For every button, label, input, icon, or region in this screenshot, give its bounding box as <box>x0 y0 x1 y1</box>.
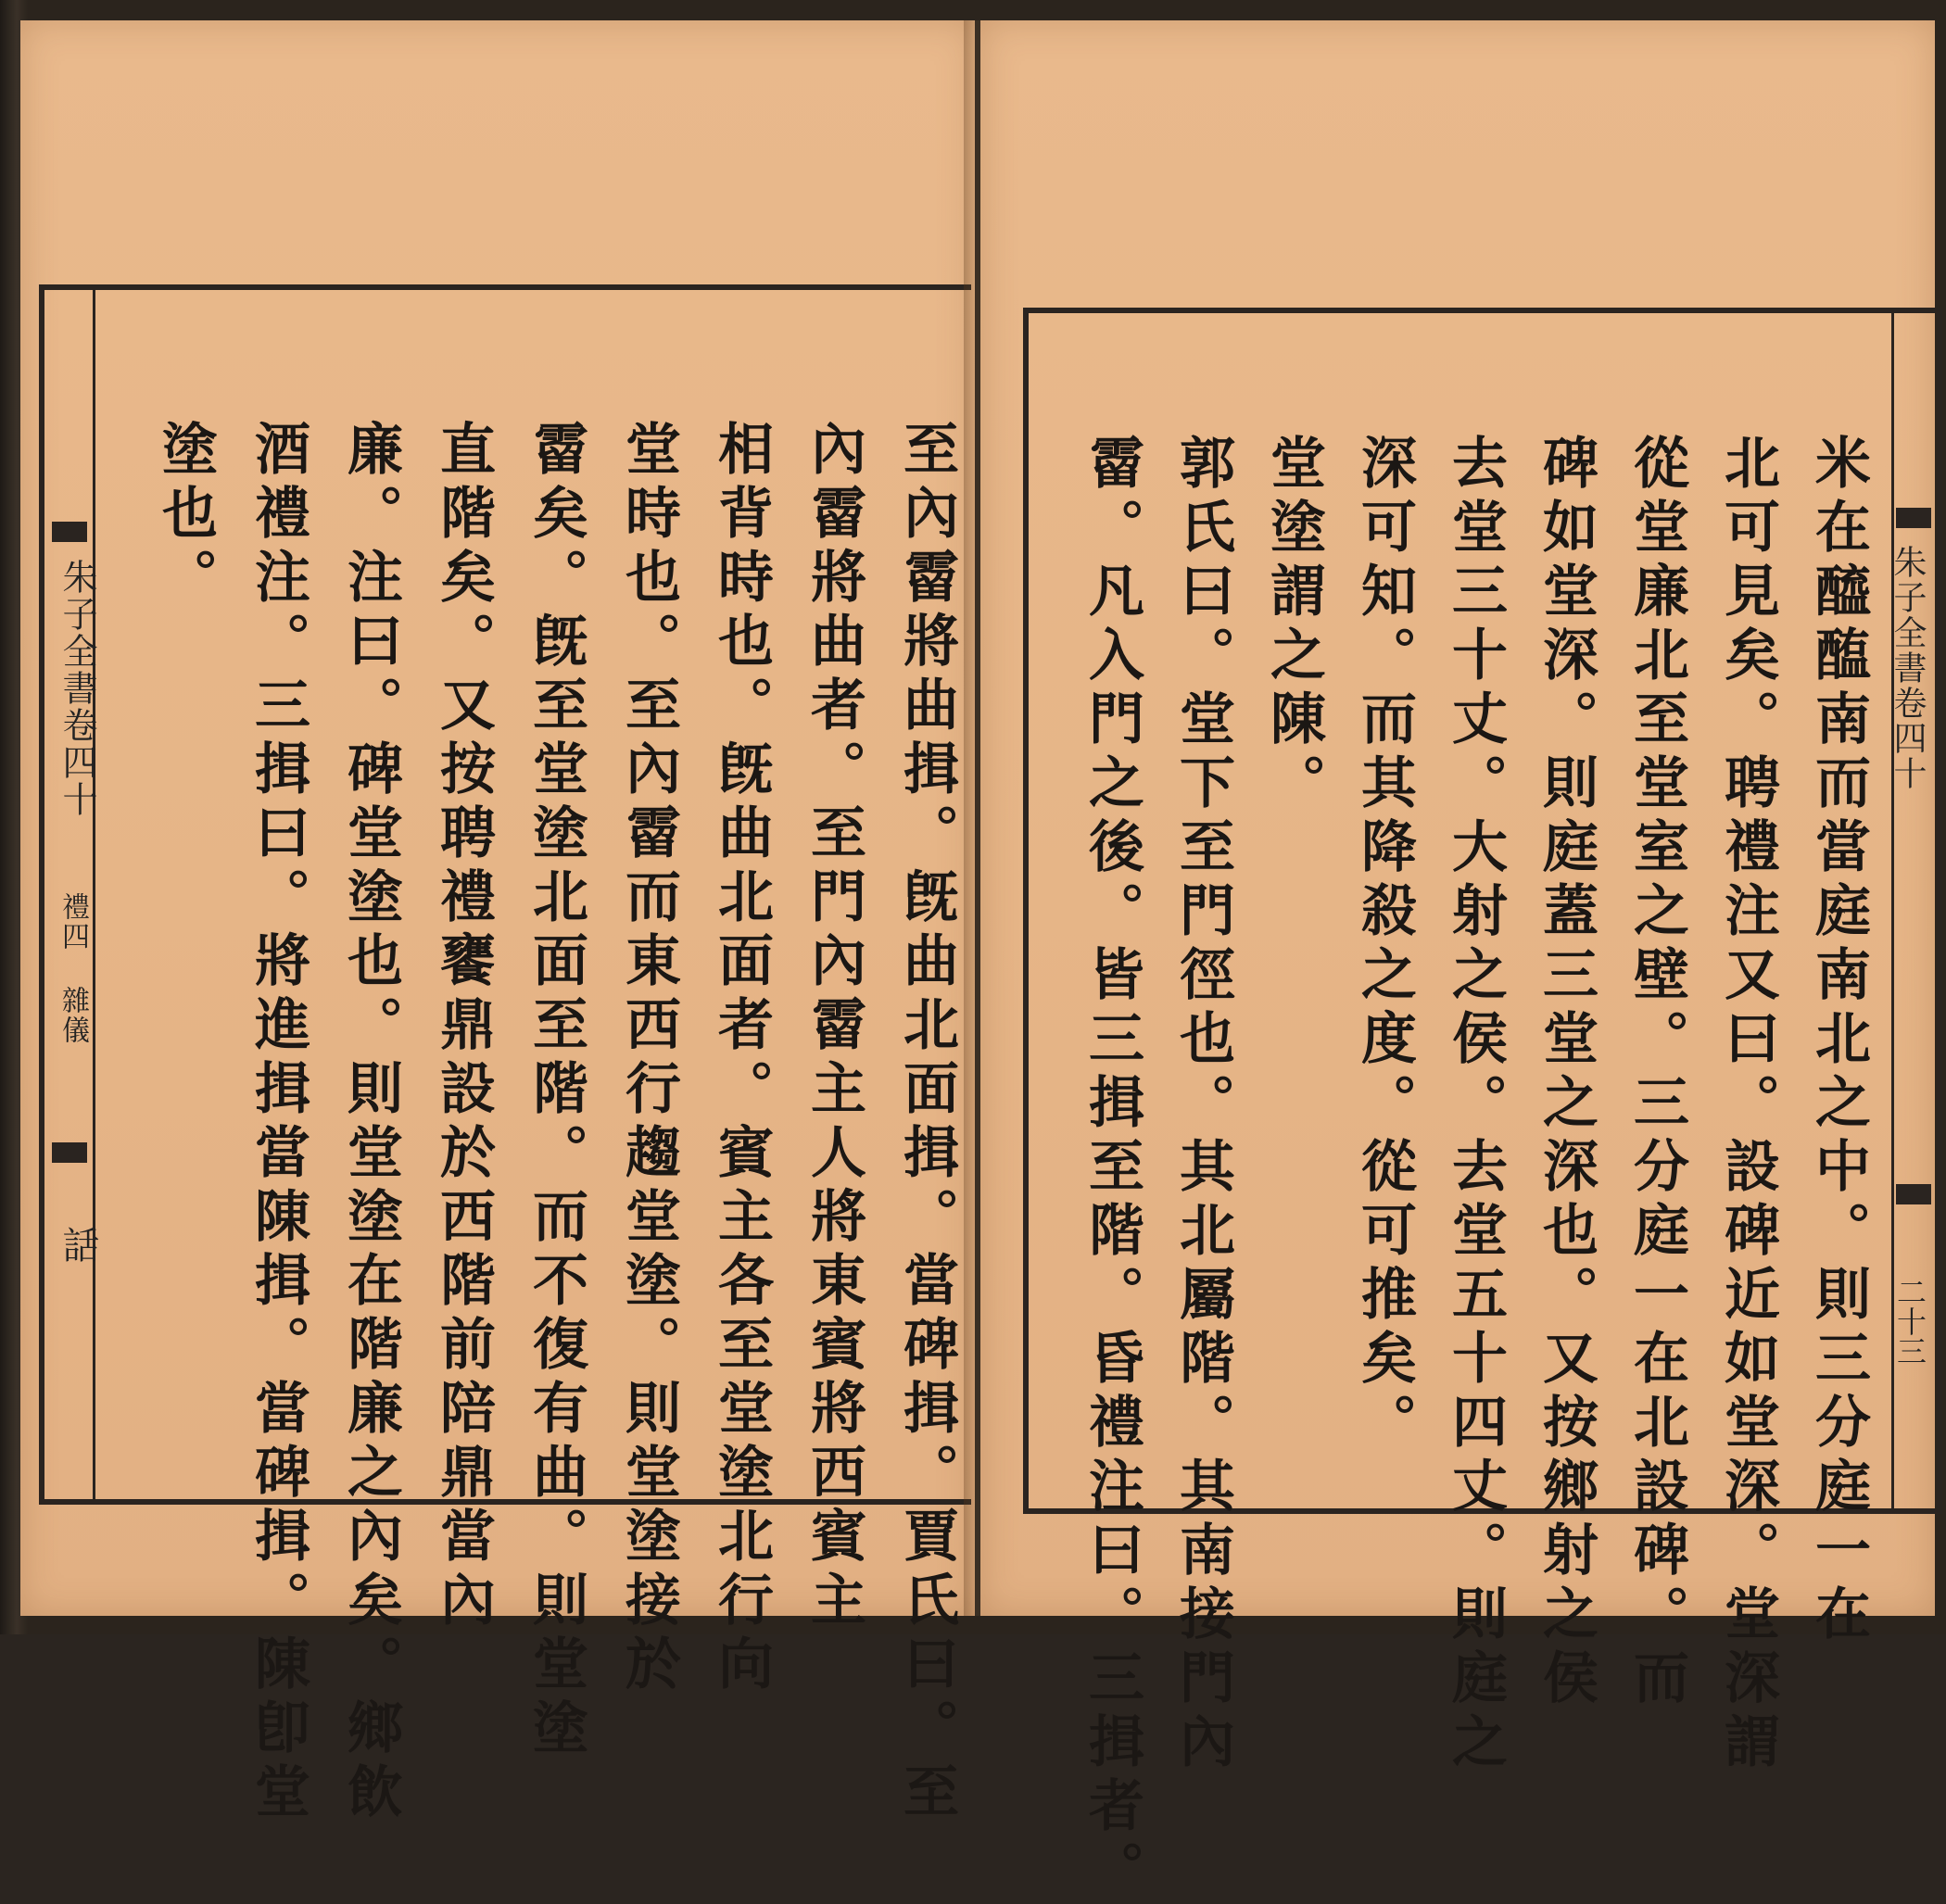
text-column: 碑如堂深。則庭蓋三堂之深也。又按鄉射之侯 <box>1534 434 1598 1712</box>
text-column: 北可見矣。聘禮注又曰。設碑近如堂深。堂深謂 <box>1715 434 1780 1776</box>
text-column: 堂塗謂之陳。 <box>1261 434 1326 817</box>
left-page-frame <box>39 284 971 1826</box>
text-column: 酒禮注。三揖曰。將進揖當陳揖。當碑揖。陳卽堂 <box>246 420 310 1826</box>
text-column: 至內霤將曲揖。旣曲北面揖。當碑揖。賈氏曰。至 <box>894 420 959 1826</box>
fishtail-upper <box>1896 508 1931 528</box>
text-column: 米在醯醢南而當庭南北之中。則三分庭一在 <box>1806 434 1871 1648</box>
text-column: 內霤將曲者。至門內霤主人將東賓將西賓主 <box>802 420 866 1634</box>
frame-inner-line <box>93 290 95 1499</box>
margin-folio: 話 <box>57 1226 99 1263</box>
fishtail-upper <box>52 522 87 542</box>
left-text-block <box>100 420 962 1826</box>
text-column: 霤。凡入門之後。皆三揖至階。昏禮注曰。三揖者。 <box>1080 434 1144 1904</box>
right-page <box>980 20 1935 1904</box>
text-column: 塗也。 <box>153 420 218 612</box>
text-column: 堂時也。至內霤而東西行趨堂塗。則堂塗接於 <box>616 420 681 1698</box>
left-page <box>20 20 975 1826</box>
margin-section: 禮四 雜儀 <box>57 892 89 1045</box>
text-column: 相背時也。旣曲北面者。賓主各至堂塗北行向 <box>709 420 774 1698</box>
text-column: 深可知。而其降殺之度。從可推矣。 <box>1352 434 1417 1456</box>
text-column: 郭氏曰。堂下至門徑也。其北屬階。其南接門內 <box>1170 434 1235 1776</box>
margin-book-title: 朱子全書卷四十 <box>1889 545 1927 791</box>
margin-folio: 二十三 <box>1892 1277 1927 1366</box>
text-column: 廉。注曰。碑堂塗也。則堂塗在階廉之內矣。鄉飲 <box>338 420 403 1826</box>
right-page-frame <box>1023 308 1942 1904</box>
fishtail-lower <box>52 1142 87 1163</box>
text-column: 去堂三十丈。大射之侯。去堂五十四丈。則庭之 <box>1443 434 1508 1776</box>
margin-book-title: 朱子全書卷四十 <box>57 559 97 818</box>
text-column: 直階矣。又按聘禮饔鼎設於西階前陪鼎當內 <box>431 420 496 1634</box>
right-text-block <box>1038 434 1872 1904</box>
text-column: 從堂廉北至堂室之壁。三分庭一在北設碑。而 <box>1624 434 1689 1712</box>
fishtail-lower <box>1896 1184 1931 1204</box>
text-column: 霤矣。旣至堂塗北面至階。而不復有曲。則堂塗 <box>524 420 588 1762</box>
